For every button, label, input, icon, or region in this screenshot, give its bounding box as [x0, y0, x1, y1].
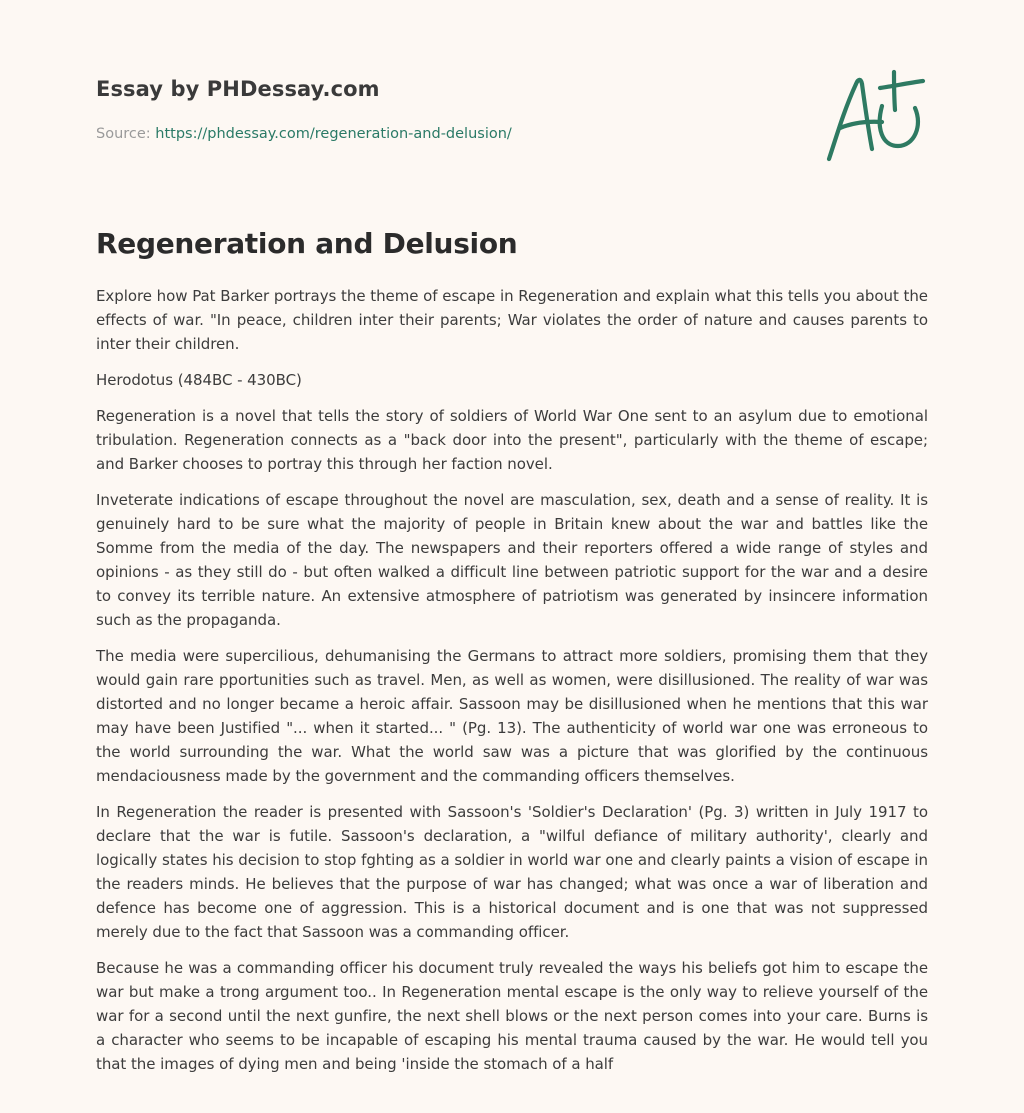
- essay-title: Regeneration and Delusion: [96, 227, 518, 260]
- site-brand: Essay by PHDessay.com: [96, 77, 380, 101]
- paragraph: Because he was a commanding officer his document truly revealed the ways his beliefs got him to escape the war but make a trong argument too.. In Regeneration mental escape is the only way to relieve yourself of the war for a second until the next gunfire, the next shell blows or the next person comes into your care. Burns is a character who seems to be incapable of escaping his mental trauma caused by the war. He would tell you that the images of dying men and being 'inside the stomach of a half: [96, 959, 928, 1073]
- paragraph: Regeneration is a novel that tells the story of soldiers of World War One sent to an asylum due to emotional tribulation. Regeneration connects as a "back door into the present", particularly with the theme of escape; and Barker chooses to portray this through her faction novel.: [96, 407, 928, 473]
- paragraph: Inveterate indications of escape throughout the novel are masculation, sex, death and a sense of reality. It is genuinely hard to be sure what the majority of people in Britain knew about the war and battles like the Somme from the media of the day. The newspapers and their reporters offered a wide range of styles and opinions - as they still do - but often walked a difficult line between patriotic support for the war and a desire to convey its terrible nature. An extensive atmosphere of patriotism was generated by insincere information such as the propaganda.: [96, 491, 928, 629]
- a-plus-logo-icon: [822, 66, 928, 166]
- page-header: [96, 74, 936, 144]
- source-link[interactable]: https://phdessay.com/regeneration-and-delusion/: [155, 126, 512, 142]
- paragraph: The media were supercilious, dehumanising the Germans to attract more soldiers, promising them that they would gain rare pportunities such as travel. Men, as well as women, were disillusioned. The reality of war was distorted and no longer became a heroic affair. Sassoon may be disillusioned when he mentions that this war may have been Justified "... when it started... " (Pg. 13). The authenticity of world war one was erroneous to the world surrounding the war. What the world saw was a picture that was glorified by the continuous mendaciousness made by the government and the commanding officers themselves.: [96, 647, 928, 785]
- paragraph: Explore how Pat Barker portrays the theme of escape in Regeneration and explain what this tells you about the effects of war. "In peace, children inter their parents; War violates the order of nature and causes parents to inter their children.: [96, 287, 928, 353]
- source-label: Source:: [96, 126, 151, 142]
- paragraph: Herodotus (484BC - 430BC): [96, 371, 302, 389]
- paragraph: In Regeneration the reader is presented with Sassoon's 'Soldier's Declaration' (Pg. 3) written in July 1917 to declare that the war is futile. Sassoon's declaration, a "wilful defiance of military authority', clearly and logically states his decision to stop fghting as a soldier in world war one and clearly paints a vision of escape in the readers minds. He believes that the purpose of war has changed; what was once a war of liberation and defence has become one of aggression. This is a historical document and is one that was not suppressed merely due to the fact that Sassoon was a commanding officer.: [96, 803, 928, 941]
- source-line: [96, 124, 936, 144]
- essay-body: [96, 284, 928, 1088]
